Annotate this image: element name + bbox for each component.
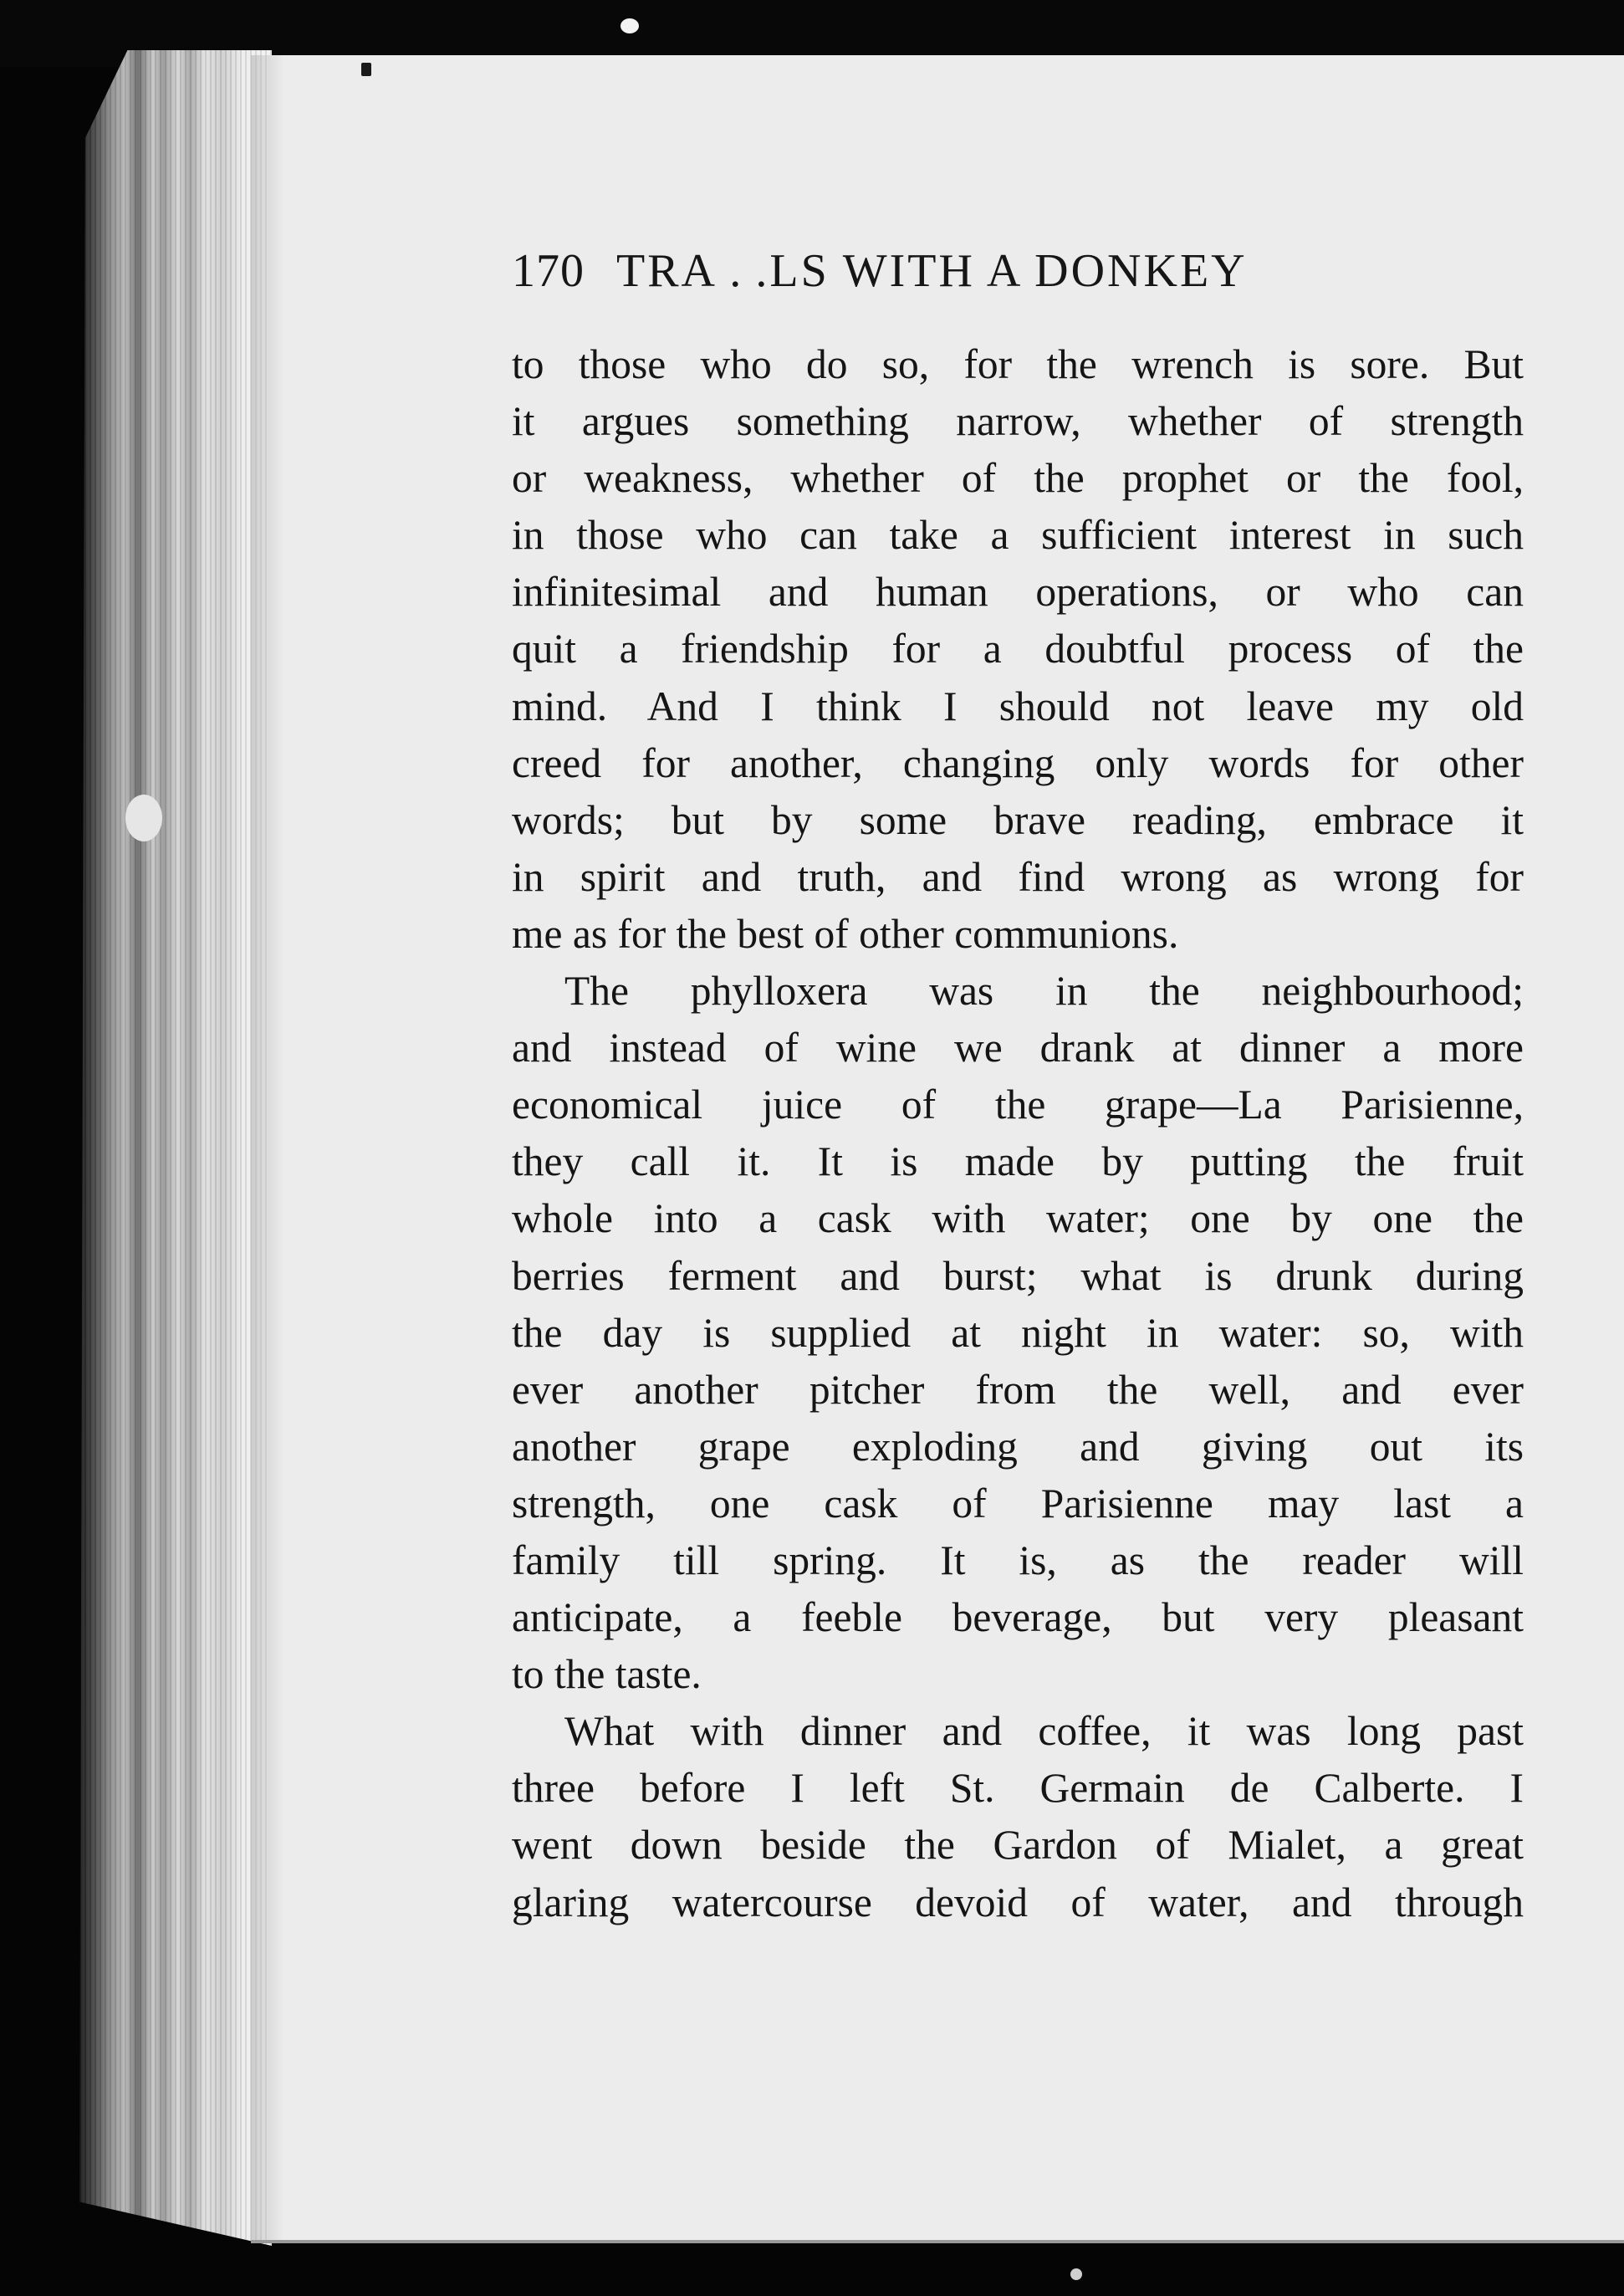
text-line: economical juice of the grape—La Parisienne, xyxy=(512,1082,1524,1128)
text-line: the day is supplied at night in water: so, with xyxy=(512,1309,1524,1356)
paragraph xyxy=(512,963,1524,1703)
text-line: another grape exploding and giving out its xyxy=(512,1423,1524,1470)
text-line: or weakness, whether of the prophet or the fool, xyxy=(512,455,1524,502)
text-line: in those who can take a sufficient interest in such xyxy=(512,512,1524,559)
paragraph xyxy=(512,1703,1524,1930)
text-line: in spirit and truth, and find wrong as wrong for xyxy=(512,853,1524,900)
scan-speck xyxy=(125,795,162,841)
text-line: three before I left St. Germain de Calberte. I xyxy=(512,1765,1524,1812)
scan-speck xyxy=(620,18,639,33)
text-line: to those who do so, for the wrench is sore. But xyxy=(512,341,1524,387)
page-bottom-edge xyxy=(251,2240,1624,2243)
scan-speck xyxy=(361,63,371,76)
text-line: The phylloxera was in the neighbourhood; xyxy=(564,968,1524,1015)
text-line: me as for the best of other communions. xyxy=(512,910,1179,957)
book-page-edges xyxy=(79,50,272,2246)
text-line: and instead of wine we drank at dinner a more xyxy=(512,1025,1524,1071)
text-line: family till spring. It is, as the reader will xyxy=(512,1537,1524,1583)
text-line: mind. And I think I should not leave my old xyxy=(512,683,1524,729)
text-line: creed for another, changing only words for other xyxy=(512,739,1524,786)
running-title: TRA . .LS WITH A DONKEY xyxy=(616,245,1248,297)
text-line: ever another pitcher from the well, and ever xyxy=(512,1366,1524,1413)
text-line: went down beside the Gardon of Mialet, a great xyxy=(512,1822,1524,1869)
text-line: whole into a cask with water; one by one the xyxy=(512,1195,1524,1242)
paragraph xyxy=(512,336,1524,963)
text-line: glaring watercourse devoid of water, and through xyxy=(512,1879,1524,1925)
running-head xyxy=(512,244,1515,298)
body-text xyxy=(512,336,1524,1931)
page-number: 170 xyxy=(512,245,585,297)
text-line: infinitesimal and human operations, or who can xyxy=(512,569,1524,616)
text-line: it argues something narrow, whether of strength xyxy=(512,398,1524,445)
text-line: words; but by some brave reading, embrace it xyxy=(512,796,1524,843)
text-line: quit a friendship for a doubtful process of the xyxy=(512,626,1524,672)
text-line: to the taste. xyxy=(512,1651,702,1698)
text-line: berries ferment and burst; what is drunk during xyxy=(512,1252,1524,1299)
text-line: strength, one cask of Parisienne may last a xyxy=(512,1480,1524,1526)
text-line: anticipate, a feeble beverage, but very pleasant xyxy=(512,1594,1524,1641)
scan-speck xyxy=(1070,2268,1082,2280)
text-line: they call it. It is made by putting the fruit xyxy=(512,1138,1524,1185)
text-line: What with dinner and coffee, it was long past xyxy=(564,1708,1524,1755)
gutter-shadow xyxy=(251,55,284,2240)
